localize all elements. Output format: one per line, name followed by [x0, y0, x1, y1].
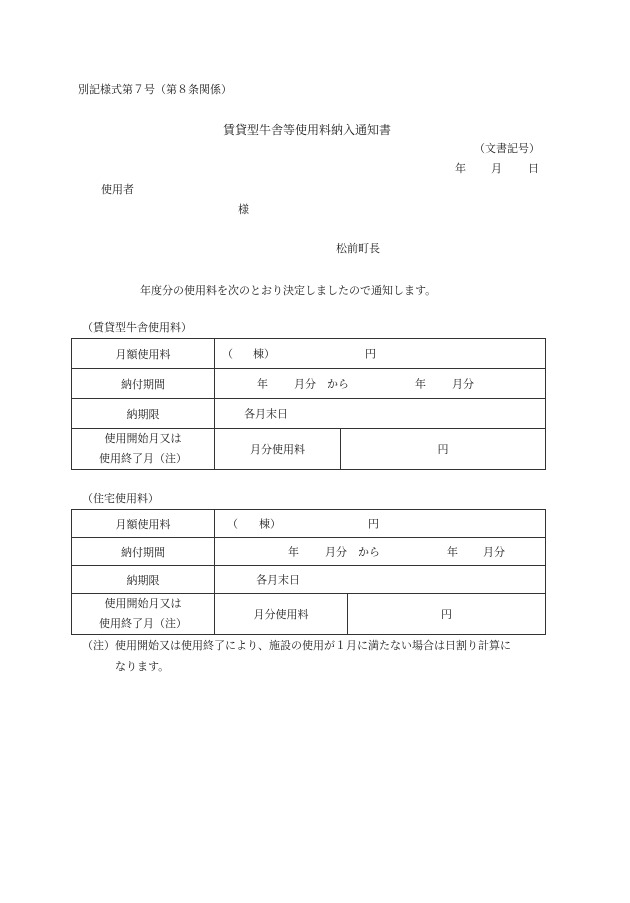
- period-year-to: 年: [447, 545, 458, 558]
- monthly-fee-label: 月額使用料: [72, 510, 215, 538]
- barn-fee-table: [71, 338, 546, 470]
- deadline-cell: [215, 566, 546, 594]
- monthly-fee-row: [72, 510, 546, 538]
- period-cell: [215, 369, 546, 399]
- paren-open: （: [227, 517, 238, 530]
- period-year-from: 年: [257, 377, 268, 390]
- note-line-2: なります。: [115, 660, 170, 673]
- monthly-fee-row: [72, 339, 546, 369]
- recipient-label: 使用者: [101, 183, 134, 196]
- deadline-value: 各月末日: [256, 573, 300, 586]
- period-label: 納付期間: [72, 538, 215, 566]
- period-label: 納付期間: [72, 369, 215, 399]
- deadline-row: [72, 399, 546, 429]
- start-end-row: [72, 594, 546, 635]
- period-month-from: 月分 から: [325, 545, 380, 558]
- housing-fee-table: [71, 509, 546, 635]
- start-end-label-line1: 使用開始月又は: [104, 597, 182, 610]
- note-line-1: （注）使用開始又は使用終了により、施設の使用が１月に満たない場合は日割り計算に: [82, 639, 511, 652]
- period-year-from: 年: [288, 545, 299, 558]
- period-month-from: 月分 から: [294, 377, 349, 390]
- start-end-label-line2: 使用終了月（注）: [99, 452, 187, 465]
- date-year: 年: [455, 162, 466, 175]
- month-fee-yen: 円: [348, 594, 546, 635]
- deadline-row: [72, 566, 546, 594]
- intro-text: 年度分の使用料を次のとおり決定しましたので通知します。: [140, 284, 437, 297]
- deadline-value: 各月末日: [244, 407, 288, 420]
- month-fee-label: 月分使用料: [215, 429, 341, 470]
- issuer: 松前町長: [336, 242, 380, 255]
- document-title: 賃貸型牛舎等使用料納入通知書: [223, 123, 392, 137]
- start-end-label: [72, 594, 215, 635]
- yen-unit: 円: [368, 517, 379, 530]
- document-code: （文書記号）: [474, 142, 540, 155]
- paren-open: （: [222, 347, 233, 360]
- deadline-cell: [215, 399, 546, 429]
- honorific: 様: [238, 203, 249, 216]
- start-end-label-line1: 使用開始月又は: [104, 432, 182, 445]
- start-end-label-line2: 使用終了月（注）: [99, 617, 187, 630]
- date-day: 日: [528, 162, 539, 175]
- form-number: 別記様式第７号（第８条関係）: [78, 83, 232, 96]
- period-month-to: 月分: [452, 377, 474, 390]
- period-row: [72, 538, 546, 566]
- monthly-fee-label: 月額使用料: [72, 339, 215, 369]
- period-cell: [215, 538, 546, 566]
- building-unit: 棟）: [259, 517, 281, 530]
- start-end-row: [72, 429, 546, 470]
- monthly-fee-cell: [215, 510, 546, 538]
- period-month-to: 月分: [483, 545, 505, 558]
- period-row: [72, 369, 546, 399]
- period-year-to: 年: [415, 377, 426, 390]
- month-fee-label: 月分使用料: [215, 594, 348, 635]
- building-unit: 棟）: [253, 347, 275, 360]
- monthly-fee-cell: [215, 339, 546, 369]
- date-month: 月: [491, 162, 502, 175]
- start-end-label: [72, 429, 215, 470]
- deadline-label: 納期限: [72, 399, 215, 429]
- yen-unit: 円: [365, 347, 376, 360]
- housing-table-caption: （住宅使用料）: [82, 492, 159, 505]
- barn-table-caption: （賃貸型牛舎使用料）: [82, 321, 192, 334]
- month-fee-yen: 円: [341, 429, 546, 470]
- deadline-label: 納期限: [72, 566, 215, 594]
